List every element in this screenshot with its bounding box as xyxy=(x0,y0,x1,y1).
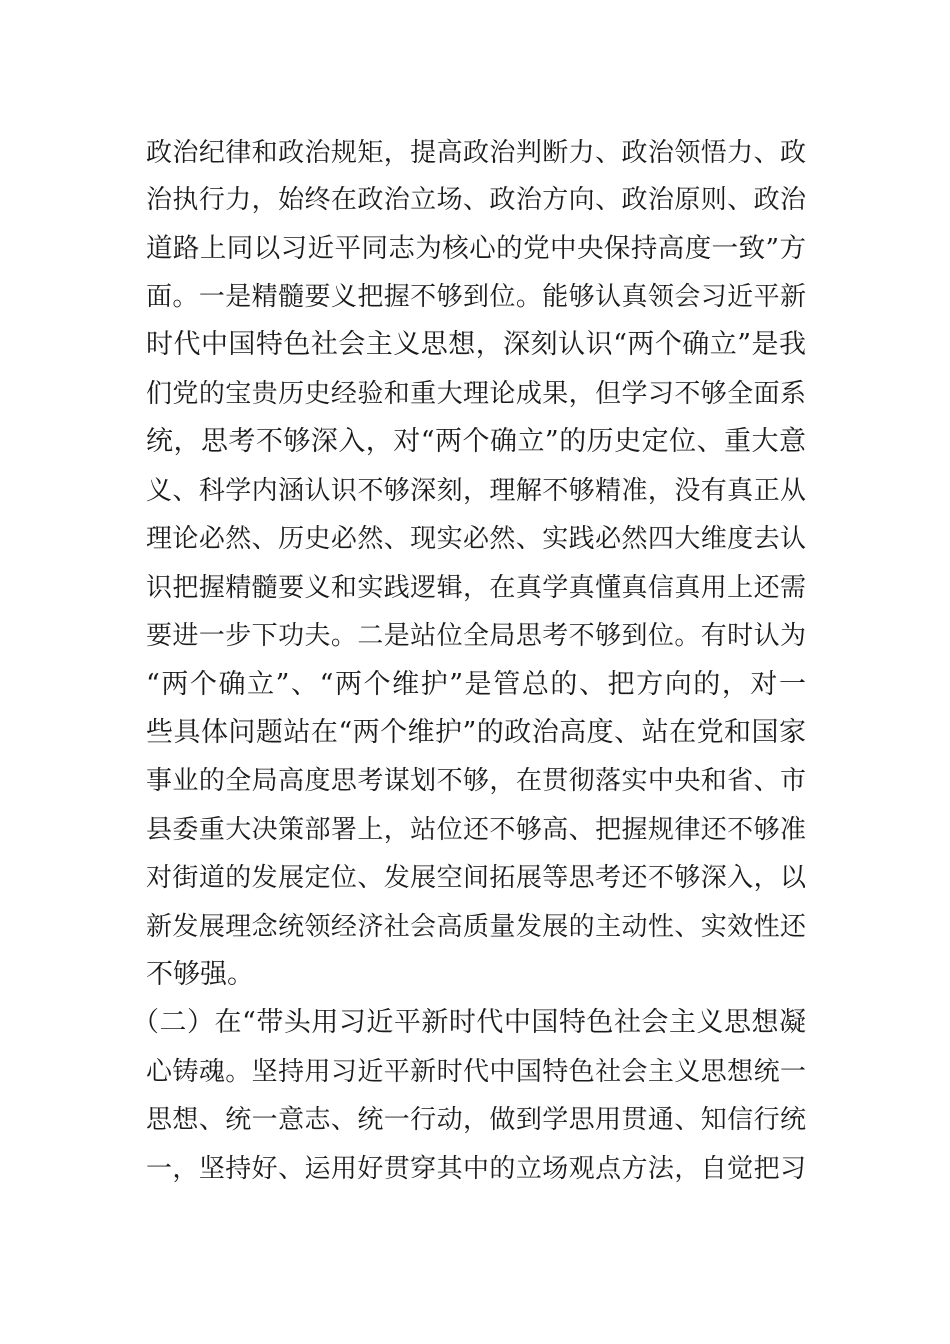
body-text-line: 治执行力，始终在政治立场、政治方向、政治原则、政治 xyxy=(146,185,806,215)
body-text-line: 统，思考不够深入，对“两个确立”的历史定位、重大意 xyxy=(146,426,806,457)
body-text-line: 们党的宝贵历史经验和重大理论成果，但学习不够全面系 xyxy=(146,379,806,409)
body-text-line: 识把握精髓要义和实践逻辑，在真学真懂真信真用上还需 xyxy=(146,573,806,603)
body-text-line: 对街道的发展定位、发展空间拓展等思考还不够深入，以 xyxy=(146,863,806,893)
body-text-line: 政治纪律和政治规矩，提高政治判断力、政治领悟力、政 xyxy=(146,138,806,168)
body-text-line: “两个确立”、“两个维护”是管总的、把方向的，对一 xyxy=(146,669,806,700)
body-text-line: 要进一步下功夫。二是站位全局思考不够到位。有时认为 xyxy=(146,621,806,651)
body-text-line: 心铸魂。坚持用习近平新时代中国特色社会主义思想统一 xyxy=(146,1057,806,1087)
body-text-line: 时代中国特色社会主义思想，深刻认识“两个确立”是我 xyxy=(146,329,806,360)
body-text-line: 一，坚持好、运用好贯穿其中的立场观点方法，自觉把习 xyxy=(146,1154,806,1184)
body-text-line: 道路上同以习近平同志为核心的党中央保持高度一致”方 xyxy=(146,233,806,264)
body-text-line: 新发展理念统领经济社会高质量发展的主动性、实效性还 xyxy=(146,912,806,942)
body-text-line: 些具体问题站在“两个维护”的政治高度、站在党和国家 xyxy=(146,717,806,748)
body-text-line: 事业的全局高度思考谋划不够，在贯彻落实中央和省、市 xyxy=(146,766,806,796)
body-text-line: 思想、统一意志、统一行动，做到学思用贯通、知信行统 xyxy=(146,1105,806,1135)
body-text-line: 义、科学内涵认识不够深刻，理解不够精准，没有真正从 xyxy=(146,476,806,506)
body-text-line: 不够强。 xyxy=(146,959,254,990)
body-text-line: 面。一是精髓要义把握不够到位。能够认真领会习近平新 xyxy=(146,282,806,312)
body-text-line: 理论必然、历史必然、现实必然、实践必然四大维度去认 xyxy=(146,524,806,554)
section-heading-line: （二）在“带头用习近平新时代中国特色社会主义思想凝 xyxy=(132,1007,806,1038)
body-text-line: 县委重大决策部署上，站位还不够高、把握规律还不够准 xyxy=(146,815,806,845)
